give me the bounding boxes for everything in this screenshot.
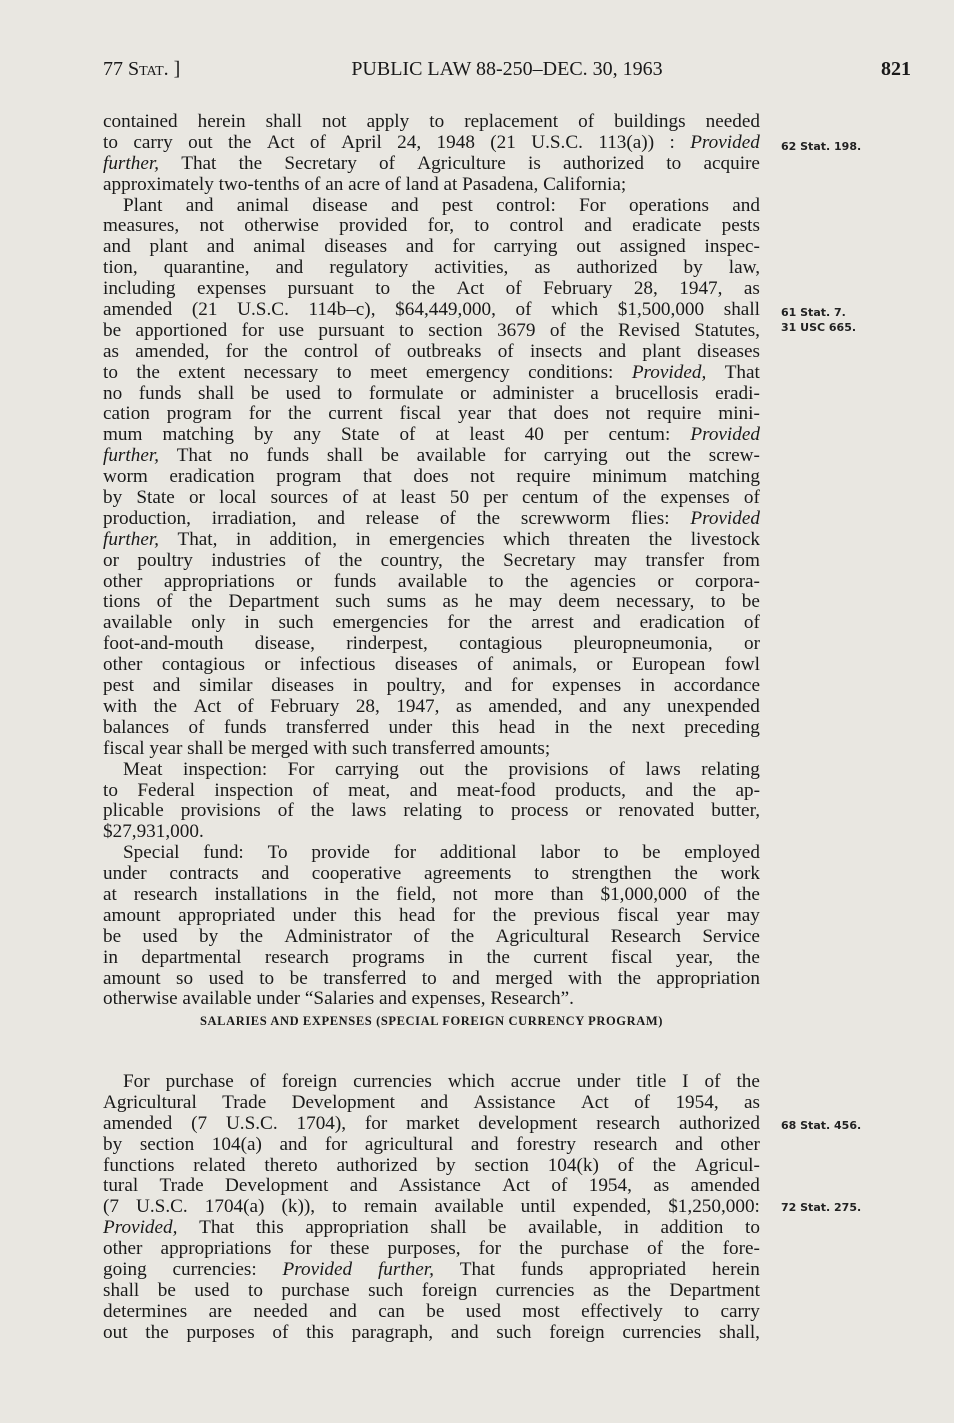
text-line: including expenses pursuant to the Act of February 28, 1947, as <box>103 278 760 300</box>
text-line: $27,931,000. <box>103 821 204 843</box>
page-header <box>103 58 911 90</box>
text-line: in departmental research programs in the current fiscal year, the <box>103 946 760 968</box>
text-line: to Federal inspection of meat, and meat-food products, and the ap- <box>103 779 760 801</box>
text-line: approximately two-tenths of an acre of land at Pasadena, California; <box>103 173 627 195</box>
text-line: be used by the Administrator of the Agricultural Research Service <box>103 925 760 947</box>
section-heading: SALARIES AND EXPENSES (SPECIAL FOREIGN CURRENCY PROGRAM) <box>199 1014 664 1028</box>
text-line: or poultry industries of the country, the Secretary may transfer from <box>103 549 760 571</box>
margin-note-62-stat: 62 Stat. 198. <box>781 140 862 153</box>
text-line: tural Trade Development and Assistance Act of 1954, as amended <box>103 1175 760 1197</box>
page-title: PUBLIC LAW 88-250–DEC. 30, 1963 <box>351 58 663 80</box>
text-line: foot-and-mouth disease, rinderpest, contagious pleuropneumonia, or <box>103 633 760 655</box>
margin-note-72-stat: 72 Stat. 275. <box>781 1201 862 1214</box>
text-line: by State or local sources of at least 50 per centum of the expenses of <box>103 487 760 509</box>
text-line: balances of funds transferred under this head in the next preceding <box>103 716 760 738</box>
text-line: production, irradiation, and release of the screwworm flies: Provided <box>103 507 760 529</box>
text-line: further, That no funds shall be available for carrying out the screw- <box>103 445 760 467</box>
text-line: under contracts and cooperative agreements to strengthen the work <box>103 863 760 885</box>
text-line: Plant and animal disease and pest control: For operations and <box>123 194 760 216</box>
margin-note-68-stat: 68 Stat. 456. <box>781 1119 862 1132</box>
text-line: with the Act of February 28, 1947, as amended, and any unexpended <box>103 695 760 717</box>
text-line: to the extent necessary to meet emergency conditions: Provided, That <box>103 361 760 383</box>
text-line: by section 104(a) and for agricultural and forestry research and other <box>103 1133 760 1155</box>
text-line: further, That, in addition, in emergencies which threaten the livestock <box>103 528 760 550</box>
page-number: 821 <box>881 58 911 80</box>
text-line: fiscal year shall be merged with such transferred amounts; <box>103 737 551 759</box>
margin-note-31-usc: 31 USC 665. <box>781 321 857 334</box>
text-line: (7 U.S.C. 1704(a) (k)), to remain available until expended, $1,250,000: <box>103 1196 760 1218</box>
text-line: as amended, for the control of outbreaks of insects and plant diseases <box>103 340 760 362</box>
text-line: tion, quarantine, and regulatory activities, as authorized by law, <box>103 257 760 279</box>
text-line: worm eradication program that does not require minimum matching <box>103 466 760 488</box>
text-line: functions related thereto authorized by section 104(k) of the Agricul- <box>103 1154 760 1176</box>
text-line: otherwise available under “Salaries and expenses, Research”. <box>103 988 574 1010</box>
text-line: Provided, That this appropriation shall be available, in addition to <box>103 1217 760 1239</box>
text-line: other appropriations for these purposes, for the purchase of the fore- <box>103 1238 760 1260</box>
text-line: tions of the Department such sums as he may deem necessary, to be <box>103 591 760 613</box>
text-line: contained herein shall not apply to replacement of buildings needed <box>103 111 760 132</box>
text-line: shall be used to purchase such foreign currencies as the Department <box>103 1279 760 1301</box>
text-line: pest and similar diseases in poultry, and for expenses in accordance <box>103 675 760 697</box>
text-line: determines are needed and can be used most effectively to carry <box>103 1300 760 1322</box>
text-line: other contagious or infectious diseases of animals, or European fowl <box>103 654 760 676</box>
text-line: amended (21 U.S.C. 114b–c), $64,449,000, of which $1,500,000 shall <box>103 299 760 321</box>
text-line: mum matching by any State of at least 40 per centum: Provided <box>103 424 760 446</box>
body-text-2 <box>103 1072 760 1344</box>
text-line: available only in such emergencies for the arrest and eradication of <box>103 612 760 634</box>
text-line: be apportioned for use pursuant to section 3679 of the Revised Statutes, <box>103 319 760 341</box>
text-line: further, That the Secretary of Agriculture is authorized to acquire <box>103 152 760 174</box>
text-line: amount appropriated under this head for the previous fiscal year may <box>103 904 760 926</box>
text-line: cation program for the current fiscal year that does not require mini- <box>103 403 760 425</box>
text-line: to carry out the Act of April 24, 1948 (21 U.S.C. 113(a)) : Provided <box>103 131 760 153</box>
margin-note-61-stat: 61 Stat. 7. <box>781 306 846 319</box>
text-line: measures, not otherwise provided for, to control and eradicate pests <box>103 215 760 237</box>
text-line: Agricultural Trade Development and Assistance Act of 1954, as <box>103 1091 760 1113</box>
text-line: Meat inspection: For carrying out the provisions of laws relating <box>123 758 760 780</box>
text-line: amount so used to be transferred to and merged with the appropriation <box>103 967 760 989</box>
text-line: going currencies: Provided further, That funds appropriated herein <box>103 1259 760 1281</box>
text-line: at research installations in the field, not more than $1,000,000 of the <box>103 883 760 905</box>
text-line: Special fund: To provide for additional labor to be employed <box>123 842 760 864</box>
text-line: plicable provisions of the laws relating to process or renovated butter, <box>103 800 760 822</box>
text-line: amended (7 U.S.C. 1704), for market development research authorized <box>103 1112 760 1134</box>
text-line: other appropriations or funds available to the agencies or corpora- <box>103 570 760 592</box>
text-line: no funds shall be used to formulate or administer a brucellosis eradi- <box>103 382 760 404</box>
text-line: out the purposes of this paragraph, and such foreign currencies shall, <box>103 1321 760 1343</box>
text-line: For purchase of foreign currencies which accrue under title I of the <box>123 1071 760 1092</box>
body-text-1 <box>103 112 760 1010</box>
volume-label: 77 Stat. ] <box>103 58 181 80</box>
text-line: and plant and animal diseases and for carrying out assigned inspec- <box>103 236 760 258</box>
